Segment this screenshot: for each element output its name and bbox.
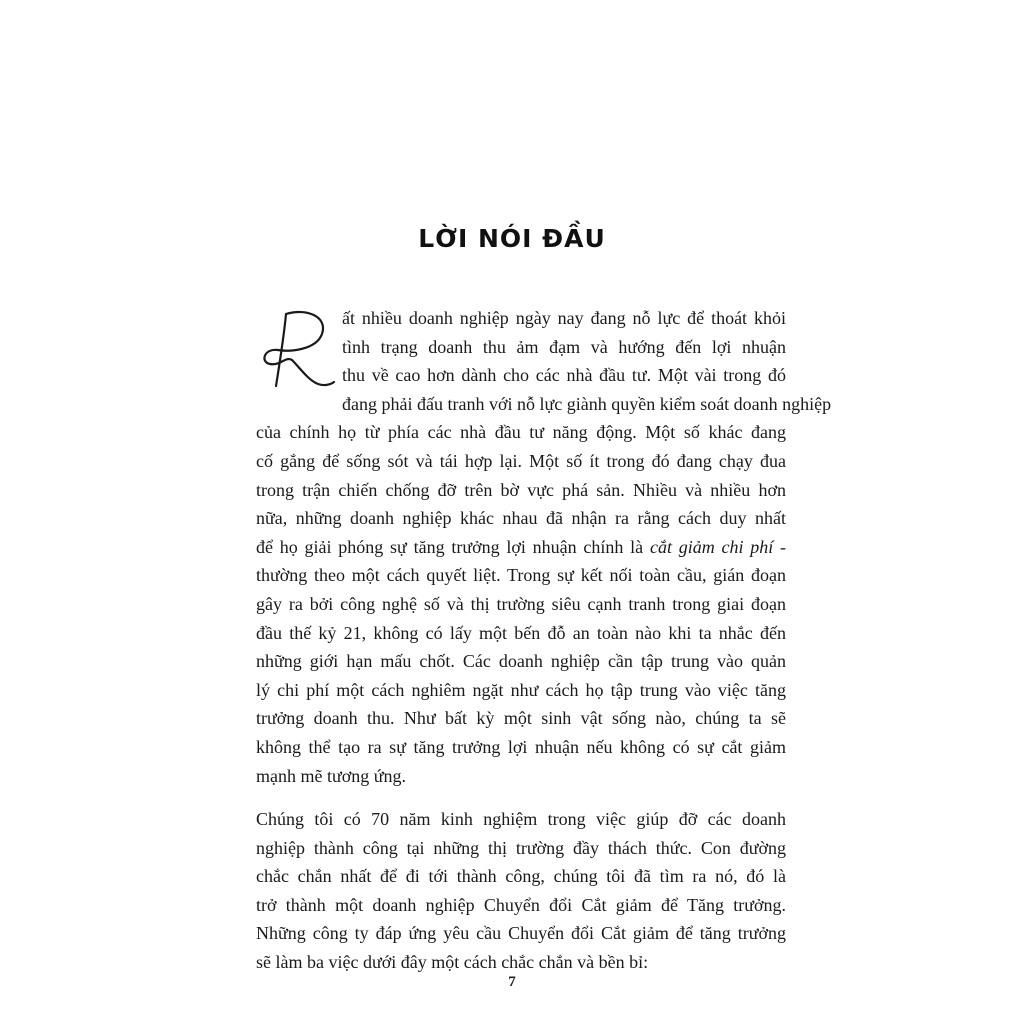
body-text [256, 304, 832, 977]
text-line: Những công ty đáp ứng yêu cầu Chuyển đổi Cắt giảm để tăng trưởng [256, 923, 786, 944]
paragraph-2 [256, 805, 786, 977]
text-line: nữa, những doanh nghiệp khác nhau đã nhận ra rằng cách duy nhất [256, 508, 786, 529]
drop-cap-script-r-icon [256, 306, 338, 390]
text-segment: để họ giải phóng sự tăng trưởng lợi nhuận chính là [256, 536, 644, 557]
text-line: của chính họ từ phía các nhà đầu tư năng động. Một số khác đang [256, 422, 786, 443]
paragraph-1 [256, 304, 832, 790]
text-line: sẽ làm ba việc dưới đây một cách chắc chắn và bền bỉ: [256, 952, 649, 973]
text-line: thường theo một cách quyết liệt. Trong sự kết nối toàn cầu, gián đoạn [256, 565, 786, 586]
text-line: gây ra bởi công nghệ số và thị trường siêu cạnh tranh trong giai đoạn [256, 593, 786, 614]
text-line: lý chi phí một cách nghiêm ngặt như cách họ tập trung vào việc tăng [256, 679, 786, 700]
text-line: trong trận chiến chống đỡ trên bờ vực phá sản. Nhiều và nhiều hơn [256, 479, 786, 500]
text-line: đang phải đấu tranh với nỗ lực giành quyền kiểm soát doanh nghiệp [342, 393, 832, 414]
text-line: đầu thế kỷ 21, không có lấy một bến đỗ an toàn nào khi ta nhắc đến [256, 622, 786, 643]
text-line: trưởng doanh thu. Như bất kỳ một sinh vật sống nào, chúng ta sẽ [256, 708, 786, 729]
text-line: không thể tạo ra sự tăng trưởng lợi nhuận nếu không có sự cắt giảm [256, 736, 786, 757]
italic-phrase: cắt giảm chi phí - [649, 536, 786, 557]
text-line: chắc chắn nhất để đi tới thành công, chúng tôi đã tìm ra nó, đó là [256, 866, 786, 887]
text-line: ất nhiều doanh nghiệp ngày nay đang nỗ lực để thoát khỏi [342, 308, 786, 328]
text-line: trở thành một doanh nghiệp Chuyển đổi Cắt giảm để Tăng trưởng. [256, 894, 786, 915]
text-line-with-italic [256, 533, 786, 562]
text-line: thu về cao hơn dành cho các nhà đầu tư. Một vài trong đó [342, 365, 786, 386]
text-line: những giới hạn mấu chốt. Các doanh nghiệp cần tập trung vào quản [256, 651, 786, 672]
text-line: cố gắng để sống sót và tái hợp lại. Một số ít trong đó đang chạy đua [256, 450, 786, 471]
chapter-title: LỜI NÓI ĐẦU [418, 224, 606, 253]
text-line: mạnh mẽ tương ứng. [256, 765, 407, 786]
text-line: nghiệp thành công tại những thị trường đầy thách thức. Con đường [256, 837, 786, 858]
text-line: Chúng tôi có 70 năm kinh nghiệm trong việc giúp đỡ các doanh [256, 809, 786, 830]
text-line: tình trạng doanh thu ảm đạm và hướng đến lợi nhuận [342, 336, 786, 357]
page-number: 7 [508, 974, 516, 990]
